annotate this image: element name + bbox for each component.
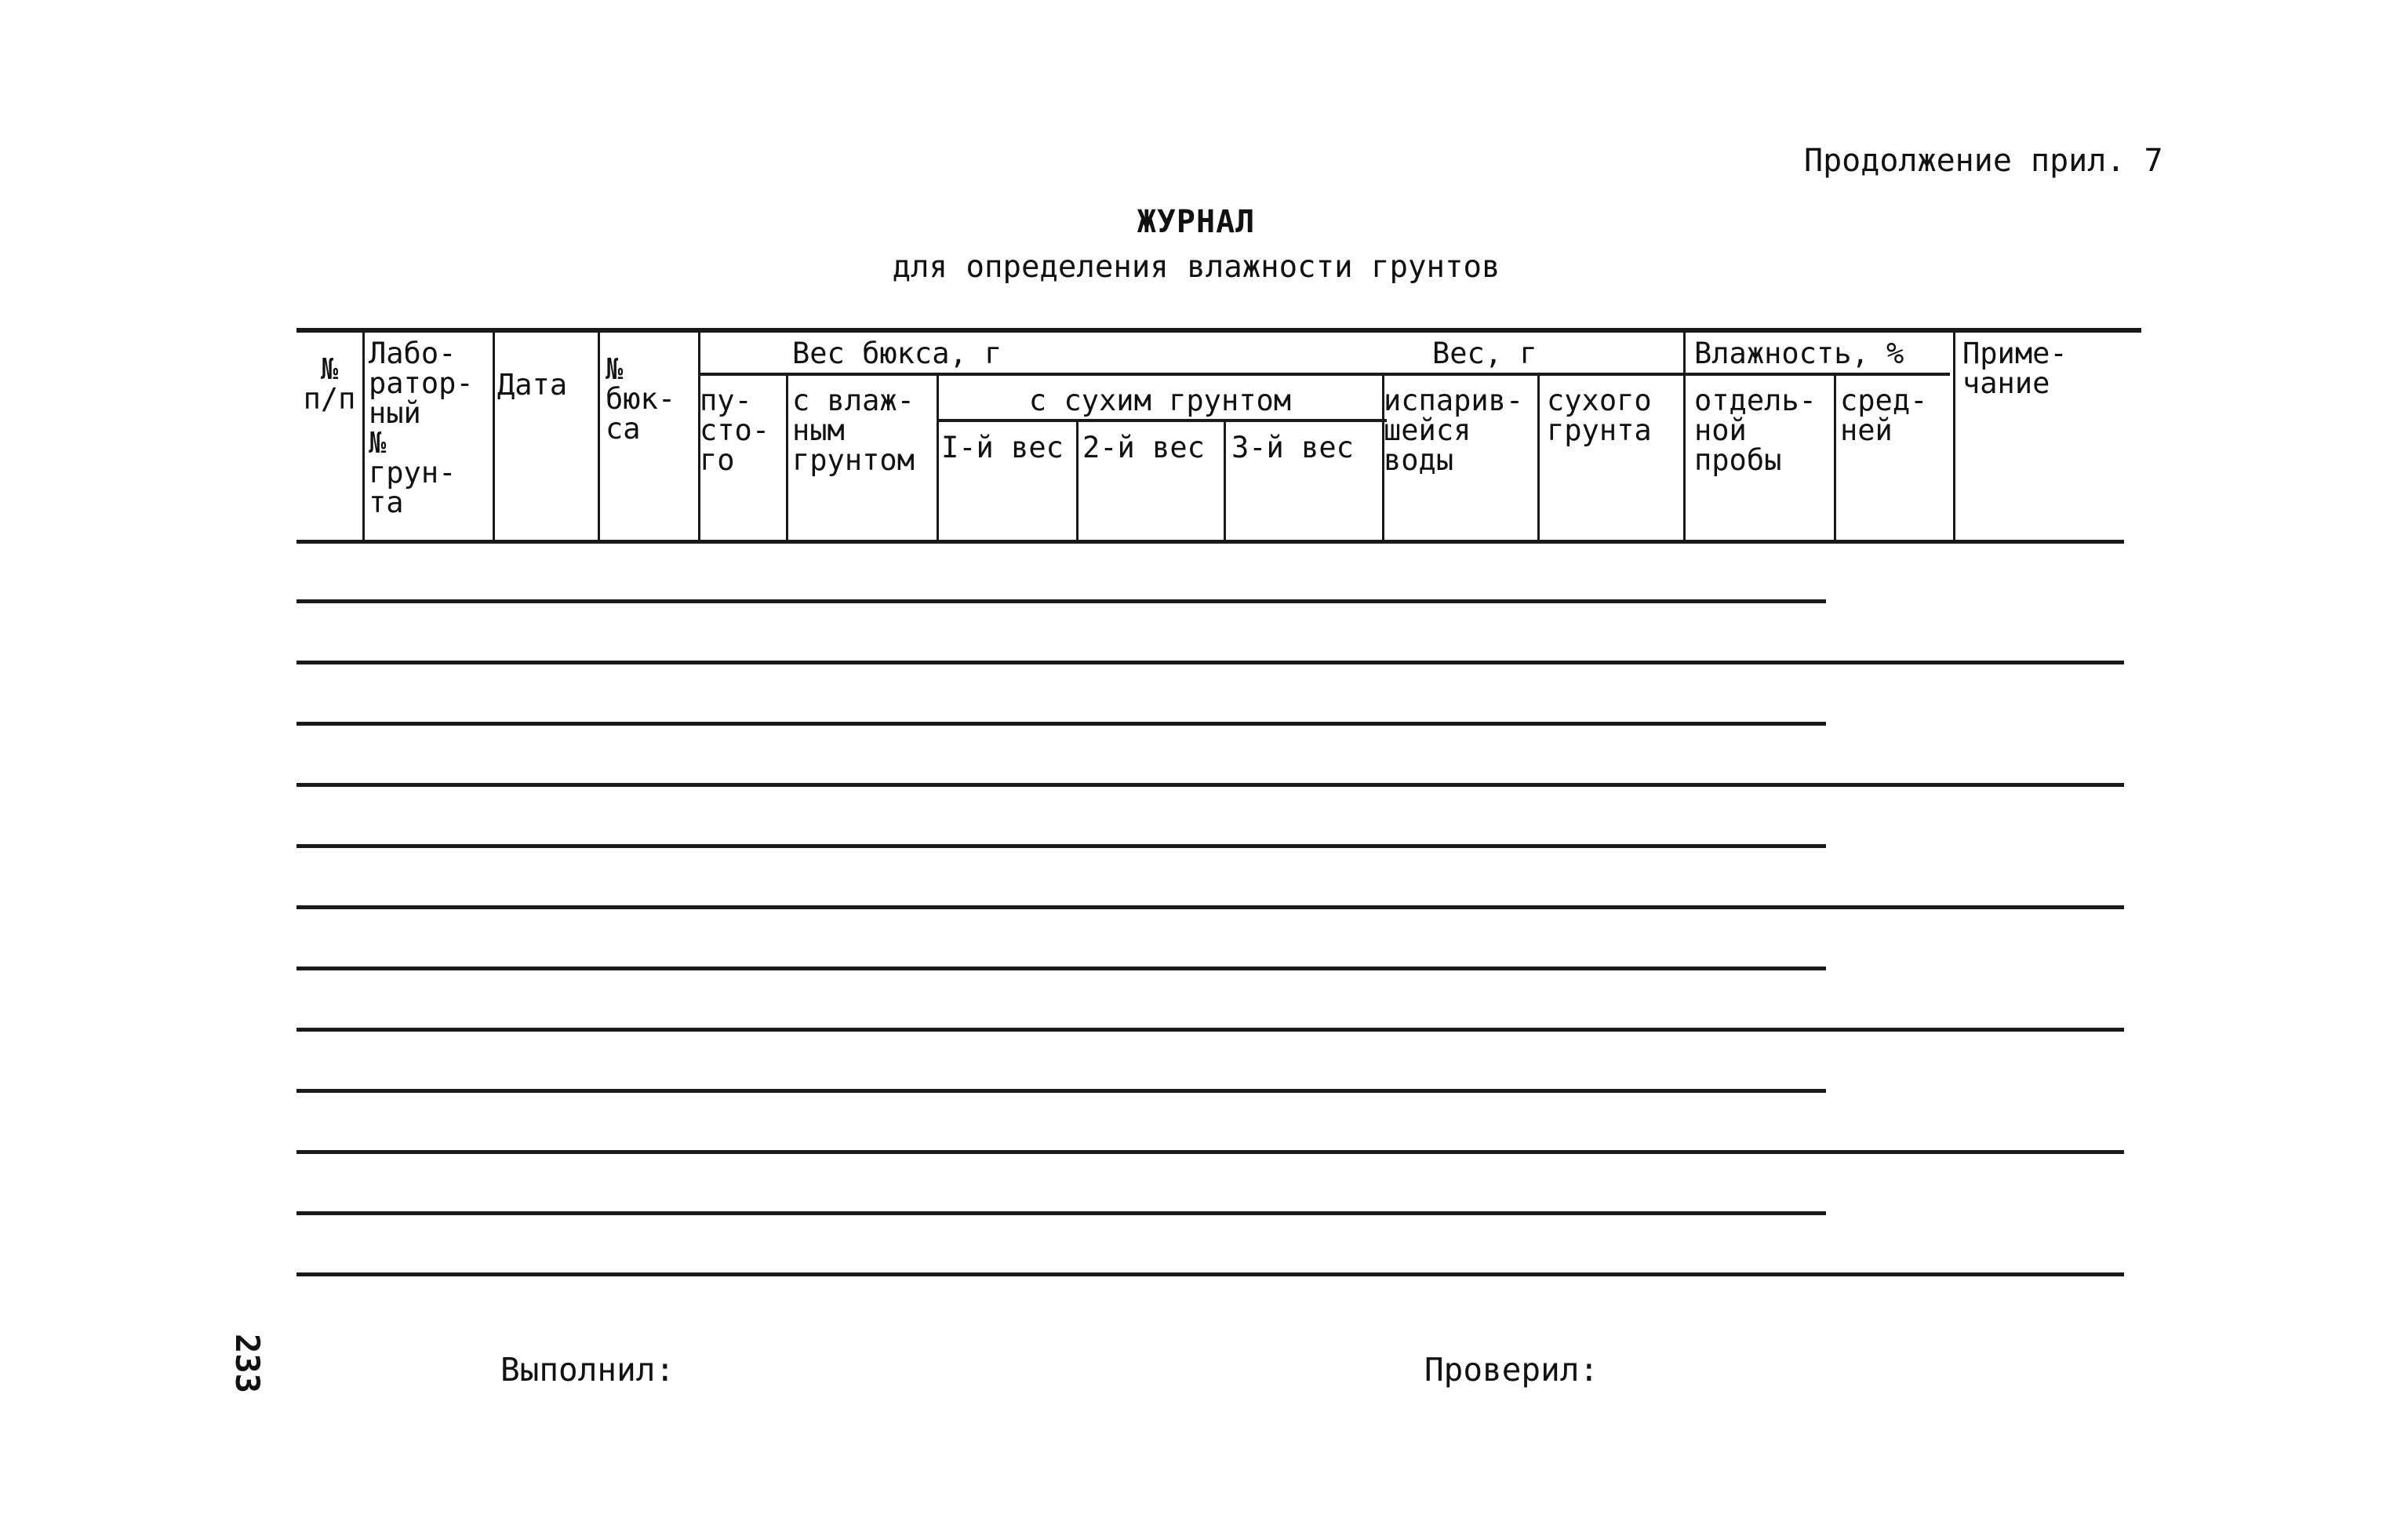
header-separate-sample: отдель- ной пробы bbox=[1694, 384, 1817, 477]
header-weighing-2: 2-й вес bbox=[1082, 431, 1205, 464]
header-box-weight-group: Вес бюкса, г bbox=[792, 337, 1002, 370]
table-top-rule bbox=[296, 328, 2141, 333]
page-title: ЖУРНАЛ bbox=[1137, 204, 1256, 240]
header-dry-soil-group: с сухим грунтом bbox=[1028, 384, 1292, 417]
blank-row-line bbox=[296, 844, 1826, 848]
col-divider bbox=[598, 329, 600, 543]
header-date: Дата bbox=[497, 368, 568, 402]
blank-row-line bbox=[296, 1272, 2124, 1276]
header-num: № п/п bbox=[303, 352, 356, 416]
blank-row-line bbox=[296, 1150, 2124, 1154]
col-divider bbox=[493, 329, 495, 543]
header-box-number: № бюк- са bbox=[606, 352, 676, 446]
header-sub-rule-2 bbox=[937, 419, 1387, 422]
blank-row-line bbox=[296, 1028, 2124, 1032]
header-weight-group: Вес, г bbox=[1432, 337, 1537, 370]
header-wet-soil: с влаж- ным грунтом bbox=[792, 384, 915, 477]
continuation-label: Продолжение прил. 7 bbox=[1804, 143, 2163, 179]
page-subtitle: для определения влажности грунтов bbox=[892, 249, 1500, 285]
header-lab-number: Лабо- ратор- ный № грун- та bbox=[369, 337, 474, 519]
blank-row-line bbox=[296, 722, 1826, 726]
blank-row-line bbox=[296, 1089, 1826, 1093]
col-divider bbox=[1834, 374, 1836, 543]
col-divider bbox=[1224, 420, 1226, 543]
blank-row-line bbox=[296, 783, 2124, 787]
blank-row-line bbox=[296, 967, 1826, 970]
col-divider bbox=[362, 329, 365, 543]
header-evaporated-water: испарив- шейся воды bbox=[1384, 384, 1524, 477]
checked-by-label: Проверил: bbox=[1424, 1351, 1599, 1389]
header-bottom-rule bbox=[296, 540, 2124, 544]
header-dry-soil: сухого грунта bbox=[1547, 384, 1652, 447]
page-number: 233 bbox=[228, 1334, 267, 1393]
col-divider bbox=[1076, 420, 1079, 543]
header-sub-rule-moisture bbox=[1685, 373, 1950, 376]
col-divider bbox=[786, 374, 788, 543]
header-note: Приме- чание bbox=[1962, 337, 2068, 400]
blank-row-line bbox=[296, 1211, 1826, 1215]
blank-row-line bbox=[296, 599, 1826, 603]
header-weighing-1: I-й вес bbox=[941, 431, 1064, 464]
blank-row-line bbox=[296, 661, 2124, 664]
header-weighing-3: 3-й вес bbox=[1231, 431, 1354, 464]
col-divider bbox=[1953, 329, 1955, 543]
header-moisture-group: Влажность, % bbox=[1694, 337, 1904, 370]
header-average: сред- ней bbox=[1840, 384, 1928, 447]
col-divider bbox=[1683, 329, 1686, 543]
blank-row-line bbox=[296, 905, 2124, 909]
performed-by-label: Выполнил: bbox=[500, 1351, 675, 1389]
header-empty: пу- сто- го bbox=[700, 384, 770, 477]
col-divider bbox=[1537, 374, 1540, 543]
